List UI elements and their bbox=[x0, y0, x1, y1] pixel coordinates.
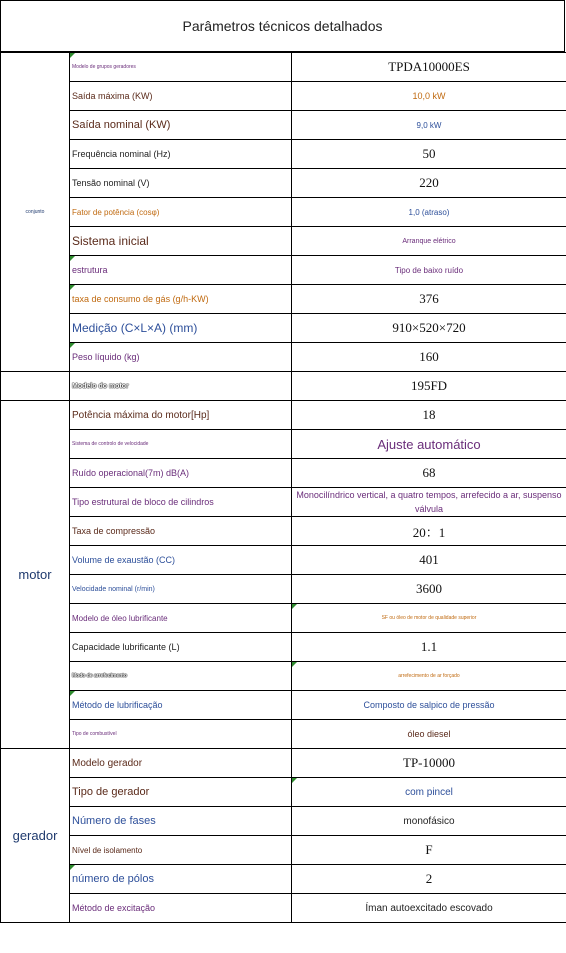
row-value: SF ou óleo de motor de qualidade superior bbox=[292, 604, 566, 633]
table-row bbox=[1, 720, 566, 749]
table-row bbox=[1, 227, 566, 256]
row-label: Modo de arrefecimento bbox=[70, 662, 292, 691]
row-label: Peso líquido (kg) bbox=[70, 343, 292, 372]
table-row bbox=[1, 198, 566, 227]
row-value: monofásico bbox=[292, 807, 566, 836]
row-value: 160 bbox=[292, 343, 566, 372]
row-value: 10,0 kW bbox=[292, 82, 566, 111]
row-label: Número de fases bbox=[70, 807, 292, 836]
row-label: número de pólos bbox=[70, 865, 292, 894]
row-label: Ruído operacional(7m) dB(A) bbox=[70, 459, 292, 488]
row-label: Modelo gerador bbox=[70, 749, 292, 778]
row-value: 220 bbox=[292, 169, 566, 198]
row-value: Composto de salpico de pressão bbox=[292, 691, 566, 720]
row-value: 910×520×720 bbox=[292, 314, 566, 343]
group-cell-engine: motor bbox=[1, 401, 70, 749]
row-value: 401 bbox=[292, 546, 566, 575]
row-label: Volume de exaustão (CC) bbox=[70, 546, 292, 575]
table-row bbox=[1, 865, 566, 894]
row-value: arrefecimento de ar forçado bbox=[292, 662, 566, 691]
row-label: Modelo do motor bbox=[70, 372, 292, 401]
row-value: 50 bbox=[292, 140, 566, 169]
row-value: Monocilíndrico vertical, a quatro tempos, arrefecido a ar, suspenso válvula bbox=[292, 488, 566, 517]
row-label: Tipo estrutural de bloco de cilindros bbox=[70, 488, 292, 517]
group-cell-empty bbox=[1, 372, 70, 401]
row-value: 18 bbox=[292, 401, 566, 430]
row-label: Saída nominal (KW) bbox=[70, 111, 292, 140]
table-row bbox=[1, 894, 566, 923]
table-row bbox=[1, 459, 566, 488]
page-title: Parâmetros técnicos detalhados bbox=[0, 0, 565, 52]
row-value: 1,0 (atraso) bbox=[292, 198, 566, 227]
row-value: Ajuste automático bbox=[292, 430, 566, 459]
group-cell-generator: gerador bbox=[1, 749, 70, 923]
row-value: 9,0 kW bbox=[292, 111, 566, 140]
table-row bbox=[1, 836, 566, 865]
table-row bbox=[1, 430, 566, 459]
row-value: Tipo de baixo ruído bbox=[292, 256, 566, 285]
row-label: Tipo de gerador bbox=[70, 778, 292, 807]
row-label: taxa de consumo de gás (g/h-KW) bbox=[70, 285, 292, 314]
table-row bbox=[1, 575, 566, 604]
table-row bbox=[1, 778, 566, 807]
table-row bbox=[1, 633, 566, 662]
table-row bbox=[1, 401, 566, 430]
group-cell-unit: conjunto bbox=[1, 53, 70, 372]
row-label: Medição (C×L×A) (mm) bbox=[70, 314, 292, 343]
row-label: Velocidade nominal (r/min) bbox=[70, 575, 292, 604]
table-row bbox=[1, 111, 566, 140]
row-value: 376 bbox=[292, 285, 566, 314]
row-label: Fator de potência (cosφ) bbox=[70, 198, 292, 227]
table-row bbox=[1, 285, 566, 314]
row-label: Saída máxima (KW) bbox=[70, 82, 292, 111]
table-row bbox=[1, 82, 566, 111]
row-label: Sistema de controlo de velocidade bbox=[70, 430, 292, 459]
row-value: TPDA10000ES bbox=[292, 53, 566, 82]
table-row bbox=[1, 256, 566, 285]
row-value: 68 bbox=[292, 459, 566, 488]
row-value: 3600 bbox=[292, 575, 566, 604]
table-row bbox=[1, 314, 566, 343]
row-label: Capacidade lubrificante (L) bbox=[70, 633, 292, 662]
row-label: Modelo de grupos geradores bbox=[70, 53, 292, 82]
table-row bbox=[1, 807, 566, 836]
table-row bbox=[1, 343, 566, 372]
row-label: Frequência nominal (Hz) bbox=[70, 140, 292, 169]
row-label: Taxa de compressão bbox=[70, 517, 292, 546]
row-value: 20：1 bbox=[292, 517, 566, 546]
row-value: Íman autoexcitado escovado bbox=[292, 894, 566, 923]
table-row bbox=[1, 749, 566, 778]
row-label: Tensão nominal (V) bbox=[70, 169, 292, 198]
table-row bbox=[1, 169, 566, 198]
row-value: com pincel bbox=[292, 778, 566, 807]
table-row bbox=[1, 662, 566, 691]
row-value: F bbox=[292, 836, 566, 865]
row-label: Tipo de combustível bbox=[70, 720, 292, 749]
row-label: Modelo de óleo lubrificante bbox=[70, 604, 292, 633]
row-label: estrutura bbox=[70, 256, 292, 285]
row-label: Método de excitação bbox=[70, 894, 292, 923]
table-row bbox=[1, 546, 566, 575]
row-value: Arranque elétrico bbox=[292, 227, 566, 256]
table-row bbox=[1, 488, 566, 517]
table-row bbox=[1, 517, 566, 546]
table-row bbox=[1, 53, 566, 82]
table-row bbox=[1, 691, 566, 720]
row-label: Potência máxima do motor[Hp] bbox=[70, 401, 292, 430]
row-value: TP-10000 bbox=[292, 749, 566, 778]
row-label: Sistema inicial bbox=[70, 227, 292, 256]
table-row bbox=[1, 372, 566, 401]
table-row bbox=[1, 604, 566, 633]
row-value: óleo diesel bbox=[292, 720, 566, 749]
row-label: Método de lubrificação bbox=[70, 691, 292, 720]
row-label: Nível de isolamento bbox=[70, 836, 292, 865]
row-value: 2 bbox=[292, 865, 566, 894]
parameters-table bbox=[0, 52, 566, 923]
table-row bbox=[1, 140, 566, 169]
row-value: 195FD bbox=[292, 372, 566, 401]
row-value: 1.1 bbox=[292, 633, 566, 662]
